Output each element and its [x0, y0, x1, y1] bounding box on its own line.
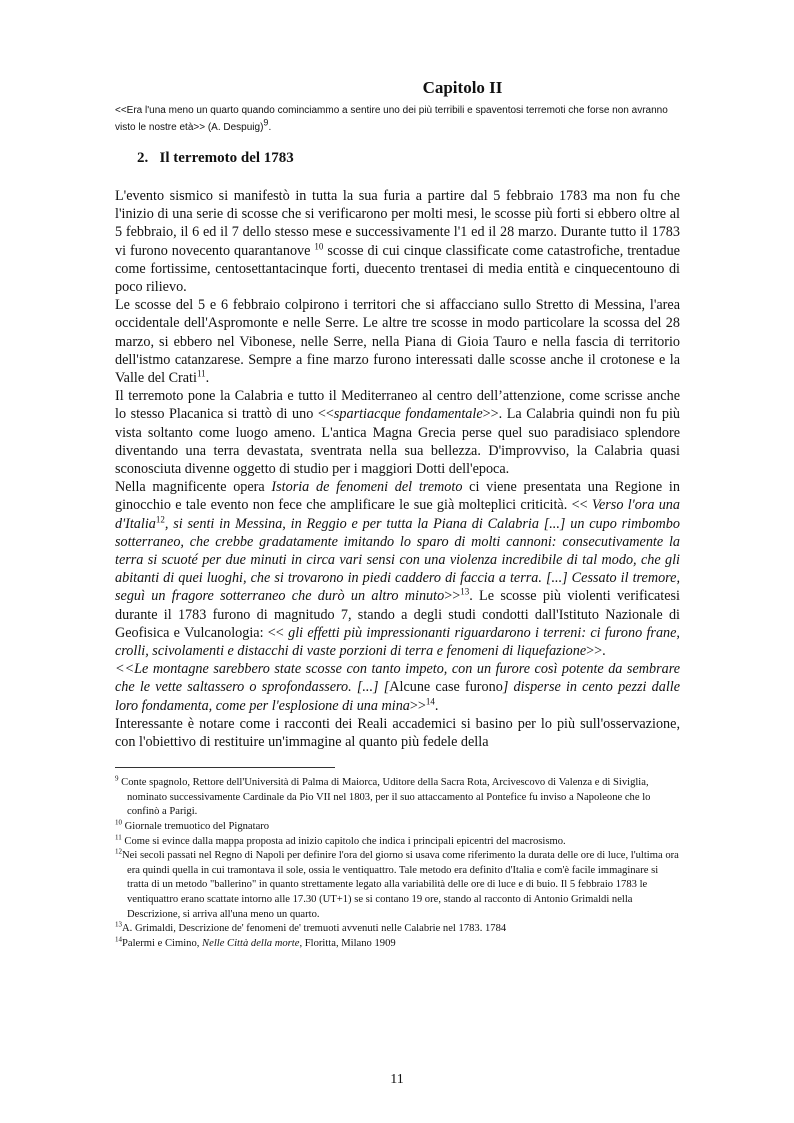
book-title: Istoria de fenomeni del tremoto [271, 479, 463, 496]
footnote-ref-14[interactable]: 14 [425, 695, 435, 706]
footnote: $^{10}$ Giornale tremuotico del Pignataro [115, 818, 270, 833]
footnote: $^{13}$A. Grimaldi, Descrizione de' fenomeni de' tremuoti avvenuti nelle Calabrie nel 1783. 1784 [115, 920, 507, 935]
epigraph: <<Era l'una meno un quarto quando cominciammo a sentire uno dei più terribili e spaventosi terremoti che forse non avranno visto le nostre età>> (A. Despuig)$^9$. [115, 105, 668, 133]
page-content [115, 78, 680, 951]
paragraph: <<Le montagne sarebbero state scosse con tanto impeto, con un furore così potente da sembrare che le vette saltassero o sprofondassero. [...] [Alcune case furono] disperse in cento pezzi dalle loro fondamenta, come per l'esplosione di una mina>>$^{14}$. [115, 661, 680, 714]
footnote: $^{14}$Palermi e Cimino, Nelle Città della morte, Floritta, Milano 1909 [115, 935, 396, 949]
footnote-ref-10[interactable]: 10 [314, 240, 324, 251]
section-heading [137, 150, 680, 167]
footnote: $^9$ Conte spagnolo, Rettore dell'Università di Palma di Maiorca, Uditore della Sacra Rota, Arcivescovo di Valenza e di Siviglia, nominato successivamente Cardinale da Pio VII nel 1803, per il suo attaccamento al Pontefice fu inviso a Napoleone che lo confinò a Parigi. [115, 774, 651, 818]
footnote: $^{11}$ Come si evince dalla mappa proposta ad inizio capitolo che indica i principali epicentri del macrosismo. [115, 833, 566, 847]
epigraph-text: <<Era l'una meno un quarto quando cominciammo a sentire uno dei più terribili e spaventosi terremoti che forse non avranno visto le nostre età>> (A. Despuig) [115, 105, 668, 133]
paragraph: Interessante è notare come i racconti dei Reali accademici si basino per lo più sull'osservazione, con l'obiettivo di restituire un'immagine al quanto più fedele della [115, 715, 680, 751]
footnote-ref-9[interactable]: 9 [263, 117, 269, 128]
section-title: Il terremoto del 1783 [159, 150, 294, 166]
footnote-divider [115, 767, 335, 768]
page-number: 11 [390, 1072, 404, 1087]
chapter-title: Capitolo II [422, 78, 503, 97]
paragraph: Nella magnificente opera Istoria de fenomeni del tremoto ci viene presentata una Regione in ginocchio e tale evento non fece che amplificare le sue già molteplici criticità. << Verso l'ora una d'Italia$^{12}$, si senti in Messina, in Reggio e per tutta la Piana di Calabria [...] un cupo rimbombo sotterraneo, che crebbe gradatamente imitando lo sparo di molti cannoni: consecutivamente la terra si scuoté per due minuti in circa vari sensi con una violenza incredibile di tal modo, che gli abitanti di quei luoghi, che si trovarono in piedi caddero di faccia a terra. [...] Cessato il tremore, seguì un fragore sotterraneo che durò un altro minuto>>$^{13}$. Le scosse più violenti verificatesi durante il 1783 furono di magnitudo 7, stando a degli studi condotti dall'Istituto Nazionale di Geofisica e Vulcanologia: << gli effetti più impressionanti riguardarono i terreni: ci furono frane, crolli, scivolamenti e distacchi di vaste porzioni di terra e fenomeni di liquefazione>>. [115, 479, 680, 660]
italic-quote: spartiacque fondamentale [333, 406, 483, 423]
paragraph: Il terremoto pone la Calabria e tutto il Mediterraneo al centro dell’attenzione, come scrisse anche lo stesso Placanica si trattò di uno <<spartiacque fondamentale>>. La Calabria quindi non fu più vista soltanto come luogo ameno. L'antica Magna Grecia perse quel suo paradisiaco splendore diventando una terra devastata, sventrata nella sua bellezza. D'improvviso, la Calabria quasi sconosciuta divenne oggetto di studio per i maggiori Dotti dell'epoca. [115, 388, 680, 478]
footnote: $^{12}$Nei secoli passati nel Regno di Napoli per definire l'ora del giorno si usava come riferimento la durata delle ore di luce, l'ultima ora era quindi quella in cui tramontava il sole, ossia le ventiquattro. Tale metodo era definito d'Italia e com'è facile immaginare si tratta di un metodo "ballerino" in quanto strettamente legato alla variabilità delle ore di luce e di buio. Il 5 febbraio 1783 le ventiquattro erano scattate intorno alle 17.30 (UT+1) se si contano 19 ore, stando al racconto di Antonio Grimaldi nella Descrizione, si arriva all'una meno un quarto. [115, 847, 679, 920]
paragraph: L'evento sismico si manifestò in tutta la sua furia a partire dal 5 febbraio 1783 ma non fu che l'inizio di una serie di scosse che si verificarono per molti mesi, le scosse più forti si ebbero oltre al 5 febbraio, il 6 ed il 7 dello stesso mese e successivamente l'1 ed il 28 marzo. Durante tutto il 1783 vi furono novecento quarantanove $^{10}$ scosse di cui cinque classificate come catastrofiche, trentadue come fortissime, centosettantacinque forti, duecento trentasei di media entità e cinquecentouno di poco rilievo. [115, 188, 680, 296]
section-number: 2. [137, 150, 149, 166]
footnotes [115, 776, 680, 951]
body-text [115, 187, 680, 751]
footnote-ref-12[interactable]: 12 [155, 513, 165, 524]
footnote-ref-13[interactable]: 13 [460, 586, 470, 597]
footnote-ref-11[interactable]: 11 [196, 368, 206, 379]
paragraph: Le scosse del 5 e 6 febbraio colpirono i territori che si affacciano sullo Stretto di Messina, l'area occidentale dell'Aspromonte e nelle Serre. Le altre tre scosse in modo particolare la scossa del 28 marzo, si ebbero nel Vibonese, nelle Serre, nella Piana di Gioia Tauro e nella fascia di territorio dell'istmo catanzarese. Sempre a fine marzo furono interessati dalle scosse anche il crotonese e la Valle del Crati$^{11}$. [115, 297, 680, 387]
